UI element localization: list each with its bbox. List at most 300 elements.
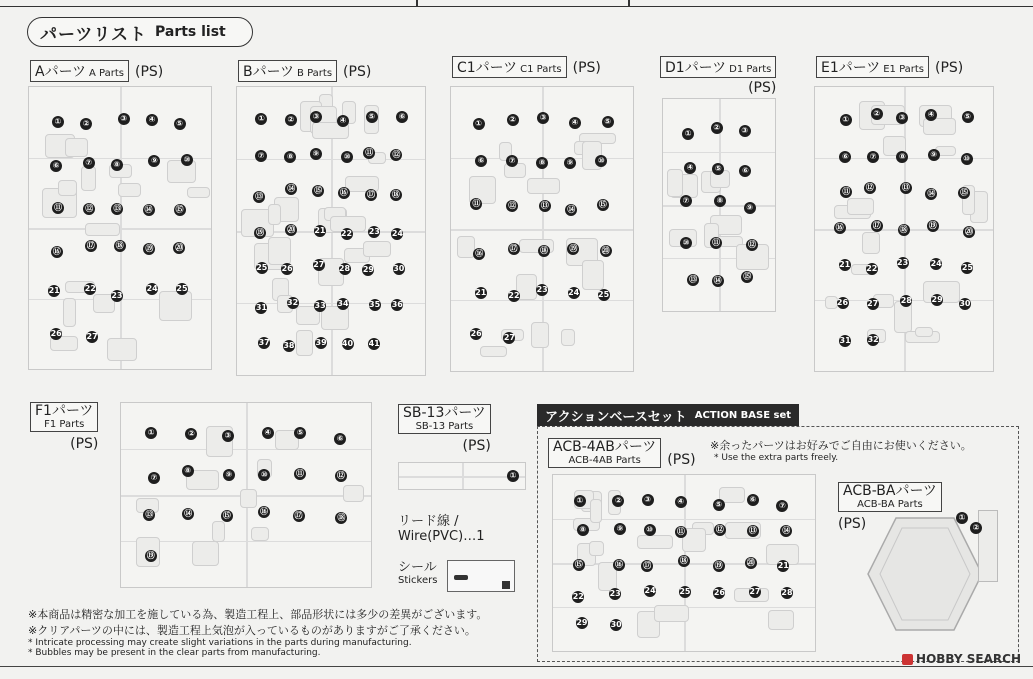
runner-a-box [30,60,129,82]
action-base-title-en: ACTION BASE set [694,409,792,421]
part-number-marker: ⑳ [175,242,184,252]
part-number-marker: ⑦ [680,195,692,207]
part-number-marker: 28 [900,295,912,305]
part-number-marker: ⑰ [367,189,376,199]
part-number-marker: 26 [713,588,725,598]
runner-f1-label [30,402,98,452]
part-number-marker: ④ [675,496,687,508]
runner-rail [663,152,775,153]
note-en-1: * Intricate processing may create slight variations in the parts during manufacturing. [28,638,412,648]
part-number-marker: ⑫ [392,150,401,160]
part-number-marker: ⑮ [222,511,231,521]
runner-part [667,169,683,198]
bottom-border [0,666,1033,667]
part-number-marker: ⑧ [896,151,908,163]
part-number-marker: ① [255,113,267,125]
part-number-marker: ① [507,470,519,482]
action-base-hex-plate [866,514,984,634]
part-number-marker: ⑪ [365,147,374,157]
runner-part [58,180,77,197]
part-number-marker: ③ [896,112,908,124]
part-number-marker: ⑤ [962,111,974,123]
part-number-marker: ⑮ [743,271,752,281]
wire-text-1: リード線 / [398,514,459,529]
runner-d1-label [660,56,776,96]
part-number-marker: 26 [836,298,849,307]
runner-acb4ab-box [548,438,661,468]
runner-a-label [30,60,163,82]
part-number-marker: ⑨ [744,202,756,214]
extra-parts-note-jp: ※余ったパーツはお好みでご自由にお使いください。 [710,439,972,452]
runner-acb4ab-material: (PS) [667,452,696,468]
part-number-marker: ⑨ [614,523,626,535]
part-number-marker: 28 [781,587,793,597]
runner-part [590,499,602,522]
runner-a-en: A Parts [89,68,125,79]
part-number-marker: ⑰ [294,510,303,520]
top-border-tick [628,0,630,6]
runner-c1-jp: C1パーツ [457,60,518,76]
runner-c1-frame [450,86,634,372]
part-number-marker: ⑪ [676,527,685,537]
part-number-marker: ⑫ [748,240,756,250]
part-number-marker: ⑱ [679,555,688,565]
part-number-marker: ③ [310,111,322,123]
runner-part [582,260,605,290]
part-number-marker: ⑦ [255,150,267,162]
part-number-marker: ⑤ [713,499,725,511]
part-number-marker: ⑯ [52,246,61,256]
acbba-runner-arm [978,510,998,582]
part-number-marker: 26 [50,329,62,339]
stickers-label [398,556,437,586]
part-number-marker: 31 [255,303,267,313]
runner-part [159,291,192,321]
part-number-marker: ⑥ [739,165,751,177]
part-number-marker: 27 [749,586,761,596]
part-number-marker: ⑲ [569,243,578,253]
part-number-marker: 25 [598,289,610,299]
part-number-marker: ⑬ [540,200,549,210]
runner-sb13-jp: SB-13パーツ [403,405,486,421]
stickers-en: Stickers [398,575,438,586]
runner-part [268,204,280,226]
part-number-marker: 24 [568,287,580,297]
part-number-marker: ⑧ [182,465,194,477]
part-number-marker: 30 [610,620,622,629]
part-number-marker: ③ [642,494,654,506]
part-number-marker: 21 [475,288,487,298]
part-number-marker: ③ [739,125,751,137]
runner-part [768,610,794,631]
part-number-marker: 21 [839,260,851,269]
runner-d1-en: D1 Parts [729,64,772,75]
stickers-jp: シール [398,560,437,575]
part-number-marker: 27 [313,260,325,270]
part-number-marker: ① [52,116,64,128]
runner-part [923,118,956,135]
runner-part [212,521,226,542]
runner-acb4ab-en: ACB-4AB Parts [568,455,641,466]
runner-part [654,605,689,622]
part-number-marker: 25 [176,284,188,293]
part-number-marker: 31 [839,335,851,345]
part-number-marker: ⑱ [391,190,400,200]
part-number-marker: ⑳ [601,246,610,256]
watermark-logo-icon [902,654,913,665]
part-number-marker: ⑪ [712,238,721,247]
part-number-marker: 26 [281,264,293,274]
part-number-marker: ⑪ [472,198,481,208]
part-number-marker: ⑧ [284,151,296,163]
part-number-marker: ① [682,128,694,140]
extra-parts-note-en: * Use the extra parts freely. [714,453,839,463]
part-number-marker: ⑲ [928,221,937,230]
runner-b-material: (PS) [343,64,372,80]
title-en: Parts list [154,24,226,40]
part-number-marker: 37 [258,338,270,347]
part-number-marker: 21 [48,285,60,295]
part-number-marker: 26 [470,329,482,339]
part-number-marker: ⑦ [867,151,879,163]
runner-part [81,166,96,192]
part-number-marker: 35 [369,300,381,310]
runner-acbba-en: ACB-BA Parts [857,499,923,510]
part-number-marker: ⑤ [294,427,306,439]
part-number-marker: ⑧ [577,524,589,536]
runner-acbba-material: (PS) [838,516,867,532]
part-number-marker: ② [285,114,297,126]
part-number-marker: ⑤ [366,111,378,123]
runner-e1-en: E1 Parts [883,64,925,75]
part-number-marker: 27 [503,332,515,342]
part-number-marker: ⑬ [255,191,264,201]
part-number-marker: ⑲ [146,551,155,561]
part-number-marker: 22 [508,290,520,300]
part-number-marker: ⑧ [536,157,548,169]
sticker-mark [502,581,510,589]
note-en-2: * Bubbles may be present in the clear parts from manufacturing. [28,648,321,658]
runner-acb4ab-jp: ACB-4ABパーツ [553,439,657,455]
part-number-marker: ④ [925,109,937,121]
note-jp-2: ※クリアパーツの中には、製造工程上気泡が入っているものがありますがご了承ください。 [28,624,476,637]
part-number-marker: 39 [315,338,327,348]
part-number-marker: ⑤ [712,163,724,175]
runner-e1-material: (PS) [935,60,964,76]
sticker-mark [454,575,468,580]
title-jp: パーツリスト [40,24,147,45]
runner-part [847,198,874,215]
top-border [0,0,1033,7]
part-number-marker: ① [473,118,485,130]
part-number-marker: 24 [146,283,158,293]
part-number-marker: ⑨ [310,148,322,160]
part-number-marker: ⑥ [50,160,62,172]
part-number-marker: ⑱ [115,240,124,250]
part-number-marker: ① [574,495,586,507]
wire-label [398,510,484,544]
runner-f1-material: (PS) [70,436,99,452]
runner-part [65,138,87,157]
runner-acbba-jp: ACB-BAパーツ [843,483,937,499]
part-number-marker: ④ [684,162,696,174]
part-number-marker: 40 [341,339,354,349]
runner-b-label [238,60,371,82]
runner-part [296,330,313,356]
part-number-marker: ⑤ [602,116,614,128]
runner-part [363,241,391,257]
part-number-marker: 22 [340,229,353,238]
part-number-marker: ⑦ [776,500,788,512]
runner-sb13-label [398,404,491,454]
part-number-marker: ② [612,495,624,507]
runner-e1-jp: E1パーツ [821,60,881,76]
part-number-marker: ⑭ [713,276,722,286]
part-number-marker: 22 [572,591,584,601]
part-number-marker: ⑬ [145,509,154,519]
runner-part [187,187,209,198]
part-number-marker: ⑰ [86,241,95,251]
part-number-marker: 23 [368,226,380,236]
part-number-marker: ③ [537,112,549,124]
part-number-marker: 27 [867,298,879,308]
runner-f1-jp: F1パーツ [35,403,94,419]
runner-c1-en: C1 Parts [520,64,562,75]
part-number-marker: 30 [393,263,405,273]
runner-d1-material: (PS) [748,80,777,96]
runner-f1-frame [120,402,372,588]
runner-b-en: B Parts [297,68,333,79]
part-number-marker: ⑮ [960,187,969,197]
part-number-marker: 22 [866,263,878,273]
part-number-marker: 29 [362,264,374,274]
runner-f1-box [30,402,98,432]
part-number-marker: 22 [84,284,96,294]
runner-part [480,346,507,357]
runner-part [63,298,76,327]
runner-b-box [238,60,337,82]
part-number-marker: ⑥ [839,151,851,163]
part-number-marker: ⑯ [475,248,484,258]
part-number-marker: ⑤ [174,118,186,130]
part-number-marker: ⑭ [782,525,791,535]
part-number-marker: ⑨ [564,157,576,169]
runner-c1-label [452,56,601,78]
part-number-marker: ⑩ [181,154,193,166]
part-number-marker: ② [185,428,197,440]
part-number-marker: ⑮ [175,205,184,215]
runner-a-material: (PS) [135,64,164,80]
part-number-marker: ② [507,114,519,126]
part-number-marker: ⑥ [747,494,759,506]
part-number-marker: ⑭ [927,189,936,199]
action-base-title-jp: アクションベースセット [545,409,687,425]
part-number-marker: 32 [287,298,299,308]
part-number-marker: ⑧ [111,159,123,171]
part-number-marker: ② [871,108,883,120]
runner-rail [121,449,371,450]
part-number-marker: 23 [609,589,621,599]
part-number-marker: ⑬ [748,525,757,535]
part-number-marker: 25 [679,587,691,597]
part-number-marker: 28 [338,264,351,274]
runner-c1-material: (PS) [572,60,601,76]
runner-part [862,232,880,254]
part-number-marker: 41 [368,339,380,349]
part-number-marker: ⑫ [336,471,345,481]
runner-d1-frame [662,98,776,312]
part-number-marker: ③ [118,113,130,125]
part-number-marker: ⑨ [928,149,940,161]
runner-sb13-en: SB-13 Parts [415,421,474,432]
part-number-marker: ⑦ [148,472,160,484]
part-number-marker: 25 [256,262,268,272]
part-number-marker: 25 [961,263,973,272]
runner-part [561,329,576,346]
part-number-marker: ⑩ [680,237,692,249]
part-number-marker: 21 [777,561,789,571]
part-number-marker: ④ [569,117,581,129]
part-number-marker: ⑭ [144,205,153,215]
part-number-marker: ⑪ [296,468,304,478]
sticker-sheet [447,560,515,592]
part-number-marker: ⑭ [184,509,193,519]
part-number-marker: ② [711,122,723,134]
runner-part [268,237,291,265]
notes-block [28,606,487,658]
part-number-marker: 23 [536,285,548,295]
part-number-marker: 24 [391,228,403,238]
part-number-marker: ⑮ [314,185,323,195]
part-number-marker: ⑬ [901,183,910,193]
part-number-marker: 30 [959,299,971,309]
part-number-marker: ⑯ [339,188,348,198]
part-number-marker: 29 [576,618,588,628]
part-number-marker: ⑫ [865,182,874,192]
runner-part [531,322,550,347]
part-number-marker: ⑨ [223,469,235,481]
runner-rail [120,87,122,369]
part-number-marker: ④ [262,427,274,439]
part-number-marker: ⑲ [145,244,154,253]
runner-acb4ab-label [548,438,696,468]
part-number-marker: 27 [86,332,98,342]
part-number-marker: ⑫ [85,204,94,214]
part-number-marker: ⑳ [287,225,296,235]
runner-d1-jp: D1パーツ [665,60,727,76]
part-number-marker: 32 [867,334,879,344]
part-number-marker: 21 [314,226,326,236]
runner-e1-frame [814,86,994,372]
top-border-tick [416,0,418,6]
part-number-marker: ⑫ [715,524,724,534]
runner-part [240,489,257,508]
runner-part [589,541,605,556]
runner-f1-en: F1 Parts [44,419,85,430]
runner-b-frame [236,86,426,376]
runner-acb4ab-frame [552,474,816,652]
part-number-marker: ⑱ [337,512,346,522]
runner-sb13-material: (PS) [462,438,491,454]
parts-list-title [27,17,253,47]
part-number-marker: ⑱ [540,245,548,255]
part-number-marker: ① [840,114,852,126]
part-number-marker: 23 [897,258,909,268]
part-number-marker: ⑲ [256,227,265,237]
part-number-marker: ⑪ [54,202,63,212]
part-number-marker: ① [956,512,968,524]
part-number-marker: 33 [314,301,326,311]
wire-text-2: Wire(PVC)…1 [398,529,485,544]
part-number-marker: ⑫ [508,201,517,210]
runner-acbba-box [838,482,942,512]
part-number-marker: ⑱ [899,224,908,234]
part-number-marker: ③ [222,430,234,442]
part-number-marker: ⑰ [509,243,518,253]
part-number-marker: 24 [930,259,942,269]
runner-a-frame [28,86,212,370]
runner-rail [462,463,464,489]
part-number-marker: ⑥ [396,111,408,123]
part-number-marker: ⑮ [574,559,583,569]
part-number-marker: ⑦ [506,155,518,167]
watermark-text: HOBBY SEARCH [916,652,1021,666]
part-number-marker: ⑥ [334,433,346,445]
part-number-marker: ⑯ [260,506,268,516]
runner-b-jp: Bパーツ [243,64,295,80]
part-number-marker: ⑩ [341,151,353,163]
note-jp-1: ※本商品は精密な加工を施している為、製造工程上、部品形状には多少の差異がございます。 [28,608,488,621]
action-base-header [537,404,799,426]
runner-part [85,223,121,236]
part-number-marker: ⑬ [689,274,698,284]
part-number-marker: ⑪ [842,186,851,196]
part-number-marker: ④ [337,115,349,127]
part-number-marker: ① [145,427,157,439]
runner-part [251,527,270,541]
runner-d1-box [660,56,776,78]
hex-plate-outline [868,518,982,630]
part-number-marker: ⑯ [835,222,844,232]
runner-part [192,541,219,566]
extra-parts-note [710,437,972,463]
part-number-marker: ⑨ [148,155,160,167]
part-number-marker: ⑩ [644,524,656,536]
runner-part [637,535,673,549]
part-number-marker: ⑭ [287,184,296,194]
part-number-marker: 29 [931,295,943,305]
part-number-marker: 36 [391,299,403,309]
part-number-marker: ⑰ [643,560,652,570]
part-number-marker: 24 [644,585,656,595]
runner-e1-box [816,56,929,78]
part-number-marker: ⑥ [475,155,487,167]
runner-part [118,183,141,197]
runner-sb13-box [398,404,491,434]
part-number-marker: ② [80,118,92,130]
part-number-marker: ⑲ [714,560,723,570]
part-number-marker: ⑳ [746,558,755,567]
part-number-marker: ⑰ [872,221,881,231]
runner-sb13-frame [398,462,526,490]
part-number-marker: ⑮ [598,200,607,210]
runner-a-jp: Aパーツ [35,64,87,80]
part-number-marker: ⑧ [714,195,726,207]
runner-e1-label [816,56,963,78]
part-number-marker: 38 [283,340,295,350]
part-number-marker: ⑦ [83,157,95,169]
runner-part [107,338,137,361]
